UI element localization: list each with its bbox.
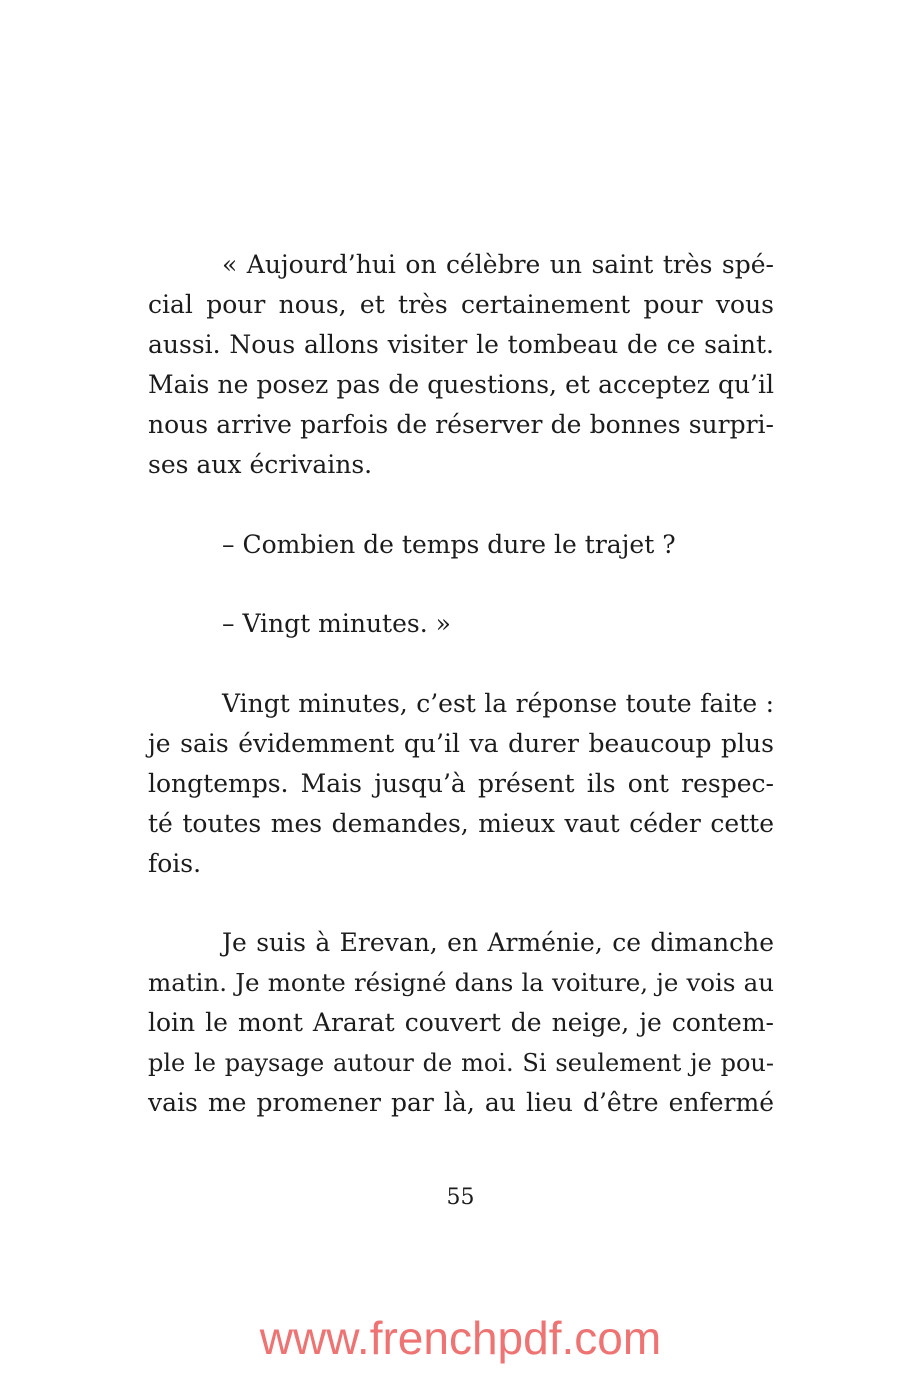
text-line: nous arrive parfois de réserver de bonnes surpri-	[148, 410, 774, 439]
text-line: Je suis à Erevan, en Arménie, ce dimanche	[222, 928, 774, 957]
text-line: vais me promener par là, au lieu d’être enfermé	[148, 1088, 774, 1117]
watermark-text: www.frenchpdf.com	[259, 1312, 662, 1364]
text-line: Mais ne posez pas de questions, et acceptez qu’il	[148, 370, 774, 399]
text-line: matin. Je monte résigné dans la voiture, je vois au	[148, 968, 774, 997]
page-number: 55	[446, 1185, 475, 1210]
text-line: Vingt minutes, c’est la réponse toute faite :	[222, 689, 774, 718]
text-line: « Aujourd’hui on célèbre un saint très spé-	[222, 250, 774, 279]
dialogue-line: – Combien de temps dure le trajet ?	[222, 530, 676, 559]
text-line: aussi. Nous allons visiter le tombeau de ce saint.	[148, 330, 774, 359]
text-line: cial pour nous, et très certainement pour vous	[148, 290, 774, 319]
text-line: ple le paysage autour de moi. Si seulement je pou-	[148, 1049, 774, 1077]
text-line: je sais évidemment qu’il va durer beaucoup plus	[148, 729, 774, 758]
dialogue-line: – Vingt minutes. »	[222, 609, 451, 638]
text-line: longtemps. Mais jusqu’à présent ils ont respec-	[148, 769, 774, 798]
text-line: fois.	[148, 849, 202, 878]
text-line: ses aux écrivains.	[148, 450, 373, 479]
text-line: loin le mont Ararat couvert de neige, je contem-	[148, 1008, 774, 1037]
text-line: té toutes mes demandes, mieux vaut céder cette	[148, 809, 774, 838]
